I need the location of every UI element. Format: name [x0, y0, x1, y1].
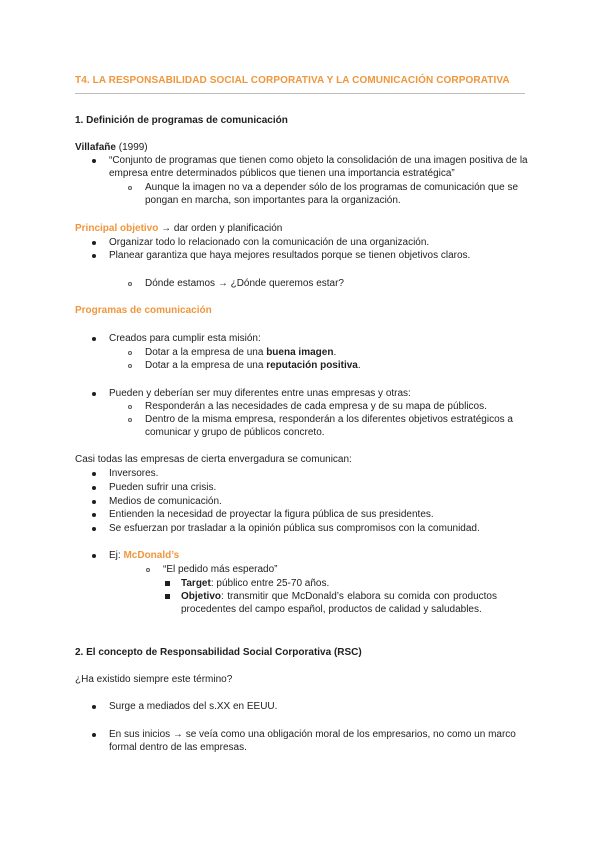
- list-item: Organizar todo lo relacionado con la comunicación de una organización.: [109, 237, 430, 248]
- sub-bullet: [128, 364, 132, 368]
- list-item: Creados para cumplir esta misión:: [109, 333, 261, 344]
- list-item: En sus inicios → se veía como una obligación moral de los empresarios, no como un marco formal dentro de las empresas.: [109, 729, 516, 753]
- square-bullet: [165, 581, 170, 586]
- example-brand: McDonald’s: [123, 550, 180, 561]
- bullet: [92, 554, 96, 558]
- target-line: [181, 577, 329, 590]
- author-citation: [75, 141, 148, 154]
- definition-note: Aunque la imagen no va a depender sólo de los programas de comunicación que se pongan en marcha, son importantes para la organización.: [145, 182, 519, 206]
- example-prefix: Ej:: [109, 550, 124, 561]
- bullet: [92, 527, 96, 531]
- mission-emphasis: buena imagen: [266, 347, 334, 358]
- sub-bullet: [128, 186, 132, 190]
- list-item: Entienden la necesidad de proyectar la figura pública de sus presidentes.: [109, 509, 434, 520]
- bullet: [92, 705, 96, 709]
- list-item: Surge a mediados del s.XX en EEUU.: [109, 701, 278, 712]
- list-item: Se esfuerzan por trasladar a la opinión pública sus compromisos con la comunidad.: [109, 523, 480, 534]
- objective-label: Objetivo: [181, 591, 222, 602]
- author-name: Villafañe: [75, 142, 116, 153]
- example-line: [109, 549, 179, 562]
- square-bullet: [165, 594, 170, 599]
- mission-item: [145, 346, 336, 359]
- sub-bullet: [146, 568, 150, 572]
- programs-heading: Programas de comunicación: [75, 305, 212, 316]
- section-1-heading: 1. Definición de programas de comunicación: [75, 115, 288, 126]
- section-2-question: ¿Ha existido siempre este término?: [75, 674, 233, 685]
- list-item: Planear garantiza que haya mejores resultados porque se tienen objetivos claros.: [109, 250, 471, 261]
- list-item: Medios de comunicación.: [109, 496, 222, 507]
- list-item: Inversores.: [109, 468, 159, 479]
- bullet: [92, 486, 96, 490]
- big-companies-intro: Casi todas las empresas de cierta envergadura se comunican:: [75, 454, 352, 465]
- title-divider: [75, 93, 525, 94]
- sub-bullet: [128, 282, 132, 286]
- bullet: [92, 337, 96, 341]
- main-objective-text: → dar orden y planificación: [161, 223, 283, 234]
- sub-list-item: Dentro de la misma empresa, responderán a los diferentes objetivos estratégicos a comunicar y grupo de públicos concreto.: [145, 414, 513, 438]
- mission-text: .: [357, 360, 361, 371]
- bullet: [92, 254, 96, 258]
- sub-bullet: [128, 405, 132, 409]
- bullet: [92, 392, 96, 396]
- sub-bullet: [128, 351, 132, 355]
- list-item: Pueden y deberían ser muy diferentes entre unas empresas y otras:: [109, 388, 411, 399]
- objective-text: : transmitir que McDonald’s elabora su comida con productos procedentes del campo español, productos de calidad y saludables.: [181, 591, 497, 615]
- main-objective: [75, 222, 282, 235]
- mission-item: [145, 359, 361, 372]
- section-2-heading: 2. El concepto de Responsabilidad Social Corporativa (RSC): [75, 647, 362, 658]
- bullet: [92, 500, 96, 504]
- bullet: [92, 472, 96, 476]
- sub-bullet: [128, 418, 132, 422]
- author-year: (1999): [118, 142, 148, 153]
- mission-text: .: [333, 347, 337, 358]
- main-objective-label: Principal objetivo: [75, 223, 159, 234]
- mission-emphasis: reputación positiva: [266, 360, 358, 371]
- list-item: Pueden sufrir una crisis.: [109, 482, 217, 493]
- bullet: [92, 513, 96, 517]
- target-text: : público entre 25-70 años.: [210, 578, 330, 589]
- example-campaign: “El pedido más esperado”: [163, 564, 278, 575]
- sub-list-item: Responderán a las necesidades de cada empresa y de su mapa de públicos.: [145, 401, 487, 412]
- mission-text: Dotar a la empresa de una: [145, 360, 267, 371]
- objective-question: Dónde estamos → ¿Dónde queremos estar?: [145, 278, 344, 289]
- definition-quote: “Conjunto de programas que tienen como objeto la consolidación de una imagen positiva de la empresa entre determinados públicos que tienen una importancia estratégica”: [109, 155, 528, 179]
- bullet: [92, 159, 96, 163]
- target-label: Target: [181, 578, 211, 589]
- bullet: [92, 241, 96, 245]
- bullet: [92, 733, 96, 737]
- objective-line: [181, 590, 497, 616]
- page-title: T4. LA RESPONSABILIDAD SOCIAL CORPORATIVA Y LA COMUNICACIÓN CORPORATIVA: [75, 75, 510, 86]
- mission-text: Dotar a la empresa de una: [145, 347, 267, 358]
